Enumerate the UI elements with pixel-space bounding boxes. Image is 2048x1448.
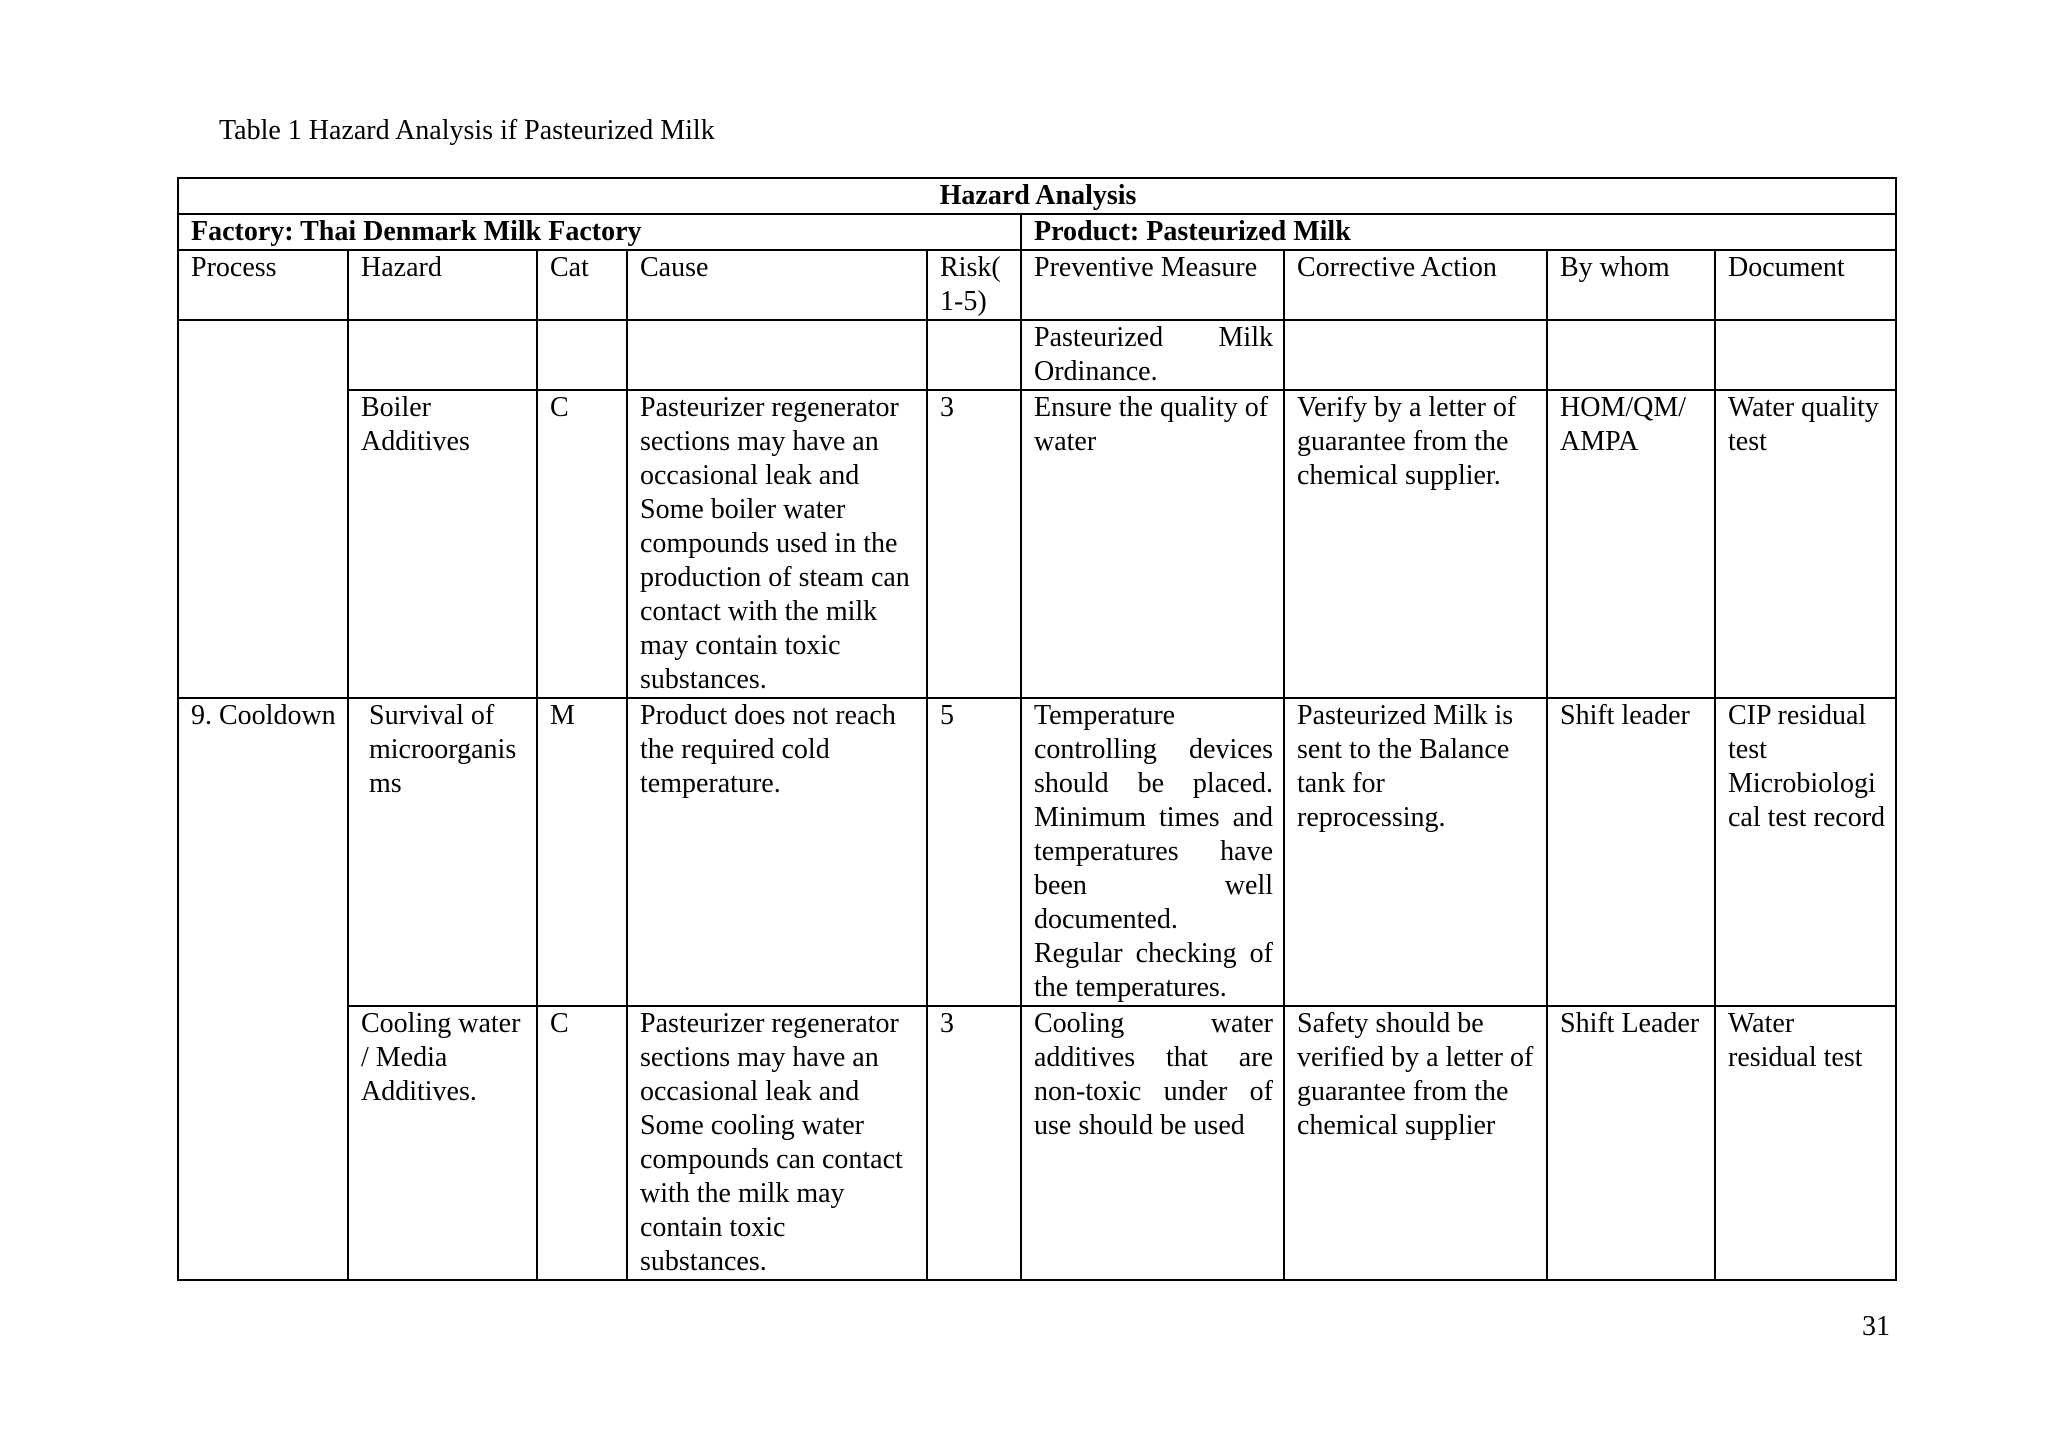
table-row [178, 1006, 1896, 1280]
header-cause: Cause [627, 250, 927, 320]
cell-cause: Pasteurizer regenerator sections may have an occasional leak and Some cooling water compounds can contact with the milk may contain toxic substances. [627, 1006, 927, 1280]
cell-cause: Product does not reach the required cold temperature. [627, 698, 927, 1006]
table-meta-row [178, 214, 1896, 250]
cell-risk [927, 320, 1021, 390]
cell-corrective-action: Verify by a letter of guarantee from the chemical supplier. [1284, 390, 1547, 698]
header-risk: Risk(1-5) [927, 250, 1021, 320]
cell-hazard [348, 320, 537, 390]
header-corrective-action: Corrective Action [1284, 250, 1547, 320]
cell-cause: Pasteurizer regenerator sections may have an occasional leak and Some boiler water compounds used in the production of steam can contact with the milk may contain toxic substances. [627, 390, 927, 698]
cell-cat: C [537, 390, 627, 698]
cell-risk: 3 [927, 390, 1021, 698]
product-label: Product: Pasteurized Milk [1021, 214, 1896, 250]
cell-by-whom: Shift leader [1547, 698, 1715, 1006]
cell-process [178, 320, 348, 698]
cell-preventive-measure: Pasteurized Milk Ordinance. [1021, 320, 1284, 390]
page-number: 31 [1862, 1311, 1890, 1342]
header-process: Process [178, 250, 348, 320]
cell-document: CIP residual test Microbiological test record [1715, 698, 1896, 1006]
cell-preventive-measure: Ensure the quality of water [1021, 390, 1284, 698]
factory-label: Factory: Thai Denmark Milk Factory [178, 214, 1021, 250]
cell-document: Water residual test [1715, 1006, 1896, 1280]
cell-by-whom [1547, 320, 1715, 390]
table-title-row [178, 178, 1896, 214]
table-row [178, 698, 1896, 1006]
cell-preventive-measure: Temperature controlling devices should be placed. Minimum times and temperatures have been well documented. Regular checking of the temperatures. [1021, 698, 1284, 1006]
table-title: Hazard Analysis [178, 178, 1896, 214]
header-document: Document [1715, 250, 1896, 320]
cell-cause [627, 320, 927, 390]
cell-document [1715, 320, 1896, 390]
header-by-whom: By whom [1547, 250, 1715, 320]
cell-preventive-measure: Cooling water additives that are non-toxic under of use should be used [1021, 1006, 1284, 1280]
cell-cat: M [537, 698, 627, 1006]
cell-corrective-action: Pasteurized Milk is sent to the Balance tank for reprocessing. [1284, 698, 1547, 1006]
cell-hazard: Cooling water / Media Additives. [348, 1006, 537, 1280]
cell-process: 9. Cooldown [178, 698, 348, 1280]
cell-document: Water quality test [1715, 390, 1896, 698]
cell-risk: 5 [927, 698, 1021, 1006]
header-preventive-measure: Preventive Measure [1021, 250, 1284, 320]
table-row [178, 390, 1896, 698]
table-row [178, 320, 1896, 390]
hazard-analysis-table [177, 177, 1897, 1281]
table-header-row [178, 250, 1896, 320]
table-caption: Table 1 Hazard Analysis if Pasteurized Milk [219, 115, 715, 146]
header-cat: Cat [537, 250, 627, 320]
cell-by-whom: Shift Leader [1547, 1006, 1715, 1280]
cell-corrective-action [1284, 320, 1547, 390]
cell-cat: C [537, 1006, 627, 1280]
cell-cat [537, 320, 627, 390]
cell-risk: 3 [927, 1006, 1021, 1280]
cell-by-whom: HOM/QM/AMPA [1547, 390, 1715, 698]
cell-hazard: Survival of microorganisms [348, 698, 537, 1006]
header-hazard: Hazard [348, 250, 537, 320]
cell-corrective-action: Safety should be verified by a letter of guarantee from the chemical supplier [1284, 1006, 1547, 1280]
cell-hazard: Boiler Additives [348, 390, 537, 698]
